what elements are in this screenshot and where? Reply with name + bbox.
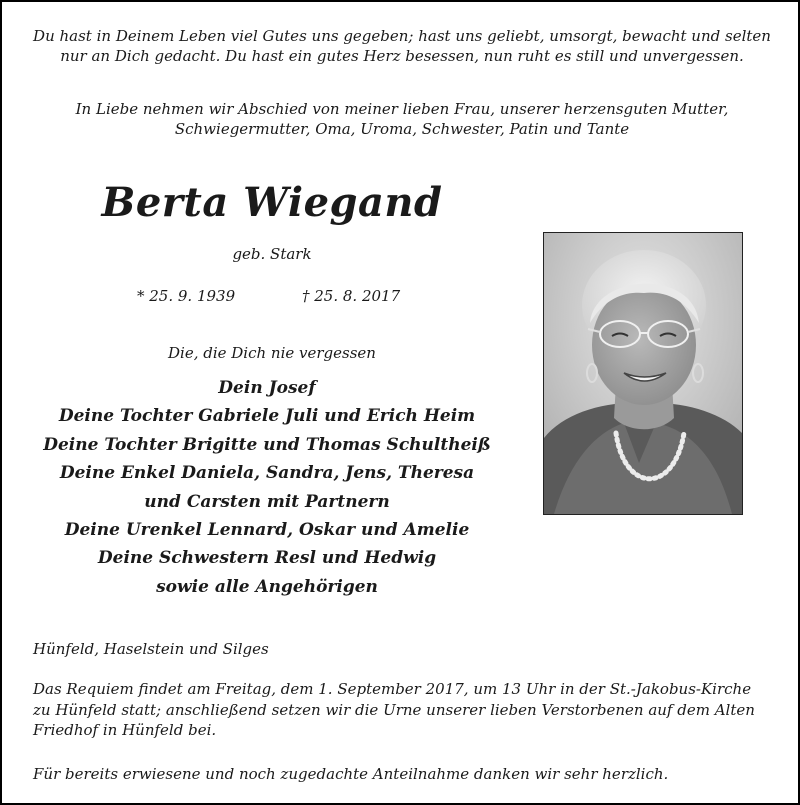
mourners-intro: Die, die Dich nie vergessen (168, 344, 376, 362)
mourner-line: Deine Enkel Daniela, Sandra, Jens, Theresa (59, 463, 475, 484)
thanks-line: Für bereits erwiesene und noch zugedachte Anteilnahme danken wir sehr herzlich. (33, 765, 669, 783)
mourner-line: Dein Josef (218, 378, 316, 398)
mourners-list (12, 374, 522, 601)
memorial-verse (2, 26, 800, 66)
requiem-line: Friedhof in Hünfeld bei. (33, 721, 217, 739)
requiem-line: Das Requiem findet am Freitag, dem 1. September 2017, um 13 Uhr in der St.-Jakobus-Kirche (33, 680, 752, 698)
verse-line: nur an Dich gedacht. Du hast ein gutes Herz besessen, nun ruht es still und unvergessen. (60, 47, 744, 65)
requiem-line: zu Hünfeld statt; anschließend setzen wir die Urne unserer lieben Verstorbenen auf dem Alten (33, 700, 755, 719)
mourner-line: Deine Schwestern Resl und Hedwig (97, 548, 437, 569)
verse-line: Du hast in Deinem Leben viel Gutes uns gegeben; hast uns geliebt, umsorgt, bewacht und selten (33, 27, 771, 45)
mourner-line: sowie alle Angehörigen (156, 576, 378, 597)
intro-line: Schwiegermutter, Oma, Uroma, Schwester, Patin und Tante (174, 120, 630, 138)
place-line: Hünfeld, Haselstein und Silges (33, 640, 269, 658)
birth-date: * 25. 9. 1939 (137, 287, 236, 305)
deceased-name: Berta Wiegand (101, 179, 443, 226)
intro-line: In Liebe nehmen wir Abschied von meiner lieben Frau, unserer herzensguten Mutter, (75, 100, 729, 118)
requiem-announcement (33, 679, 778, 741)
portrait-photo (543, 232, 743, 515)
mourner-line: und Carsten mit Partnern (144, 491, 390, 512)
mourner-line: Deine Tochter Brigitte und Thomas Schultheiß (43, 434, 491, 455)
death-date: † 25. 8. 2017 (302, 287, 401, 305)
farewell-intro (2, 99, 800, 139)
mourner-line: Deine Tochter Gabriele Juli und Erich Heim (58, 406, 476, 427)
maiden-name: geb. Stark (232, 245, 312, 263)
mourner-line: Deine Urenkel Lennard, Oskar und Amelie (64, 520, 470, 541)
